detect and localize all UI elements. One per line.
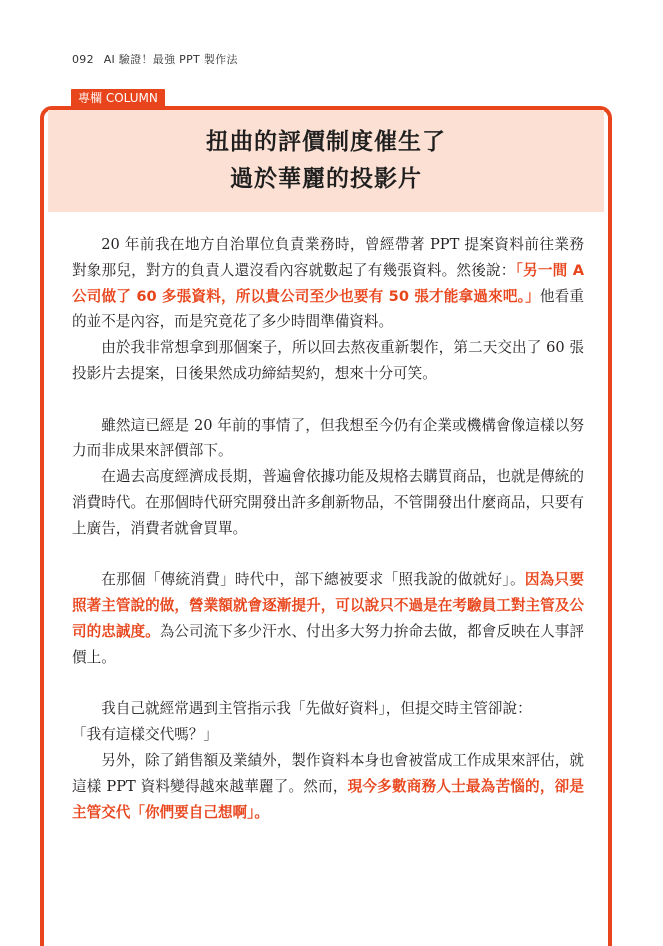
paragraph-5-end: 為公司流下多少汗水、付出多大努力拚命去做，都會反映在人事評價上。 <box>72 622 584 666</box>
paragraph-1-text: 20 年前我在地方自治單位負責業務時，曾經帶著 PPT 提案資料前往業務對象那兒，對方的負責人還沒看內容就數起了有幾張資料。然後說： <box>72 236 584 279</box>
paragraph-1-end: 他看重的並不是內容，而是究竟花了多少時間準備資料。 <box>72 287 584 331</box>
title-line-1: 扭曲的評價制度催生了 <box>206 129 446 155</box>
paragraph-7-highlight: 現今多數商務人士最為苦惱的，卻是主管交代「你們要自己想啊」。 <box>72 777 584 821</box>
running-header <box>72 51 238 67</box>
paragraph-7 <box>72 748 584 825</box>
column-body <box>72 232 584 825</box>
title-line-2: 過於華麗的投影片 <box>230 166 422 192</box>
paragraph-2: 由於我非常想拿到那個案子，所以回去熬夜重新製作，第二天交出了 60 張投影片去提案，日後果然成功締結契約，想來十分可笑。 <box>72 339 584 382</box>
paragraph-3: 雖然這已經是 20 年前的事情了，但我想至今仍有企業或機構會像這樣以努力而非成果來評價部下。 <box>72 416 584 460</box>
paragraph-6-quote: 「我有這樣交代嗎？」 <box>72 726 218 744</box>
paragraph-5 <box>72 567 584 670</box>
paragraph-6: 我自己就經常遇到主管指示我「先做好資料」，但提交時主管卻說： <box>101 700 532 718</box>
page-number: 092 <box>72 53 94 66</box>
paragraph-1-highlight: 「另一間 A 公司做了 60 多張資料，所以貴公司至少也要有 50 張才能拿過來吧。」 <box>72 261 584 305</box>
paragraph-4: 在過去高度經濟成長期，普遍會依據功能及規格去購買商品，也就是傳統的消費時代。在那個時代研究開發出許多創新物品，不管開發出什麼商品，只要有上廣告，消費者就會買單。 <box>72 468 584 537</box>
column-title <box>48 124 604 198</box>
paragraph-5-text: 在那個「傳統消費」時代中，部下總被要求「照我說的做就好」。 <box>101 571 525 589</box>
paragraph-1 <box>72 232 584 335</box>
book-title: AI 驗證！最強 PPT 製作法 <box>103 53 238 66</box>
paragraph-5-highlight: 因為只要照著主管說的做，營業額就會逐漸提升，可以說只不過是在考驗員工對主管及公司的忠誠度。 <box>72 571 584 640</box>
column-label-tab: 專欄 COLUMN <box>71 89 165 107</box>
paragraph-7-text: 另外，除了銷售額及業績外，製作資料本身也會被當成工作成果來評估，就這樣 PPT 資料變得越來越華麗了。然而， <box>72 751 584 795</box>
